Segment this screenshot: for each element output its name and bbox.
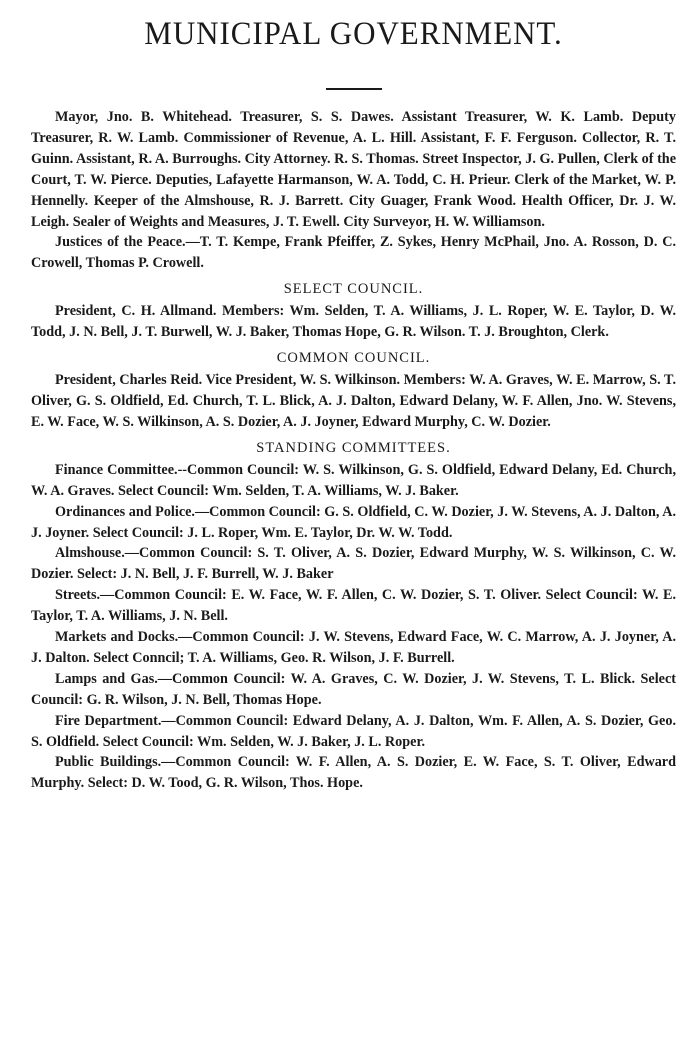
justices-paragraph: Justices of the Peace.—T. T. Kempe, Frank Pfeiffer, Z. Sykes, Henry McPhail, Jno. A. Rosson, D. C. Crowell, Thomas P. Crowell. [31,234,676,272]
document-body [31,107,676,794]
committee-finance: Finance Committee.--Common Council: W. S. Wilkinson, G. S. Oldfield, Edward Delany, Ed. Church, W. A. Graves. Select Council: Wm. Selden, T. A. Williams, W. J. Baker. [31,461,676,499]
page-title: MUNICIPAL GOVERNMENT. [144,16,563,52]
select-council-heading: SELECT COUNCIL. [283,281,424,298]
committee-lamps-gas: Lamps and Gas.—Common Council: W. A. Graves, C. W. Dozier, J. W. Stevens, T. L. Blick. Select Council: G. R. Wilson, J. N. Bell, Thomas Hope. [31,670,676,708]
select-council-paragraph: President, C. H. Allmand. Members: Wm. Selden, T. A. Williams, J. L. Roper, W. E. Taylor, D. W. Todd, J. N. Bell, J. T. Burwell, W. J. Baker, Thomas Hope, G. R. Wilson. T. J. Broughton, Clerk. [31,303,676,341]
common-council-paragraph: President, Charles Reid. Vice President, W. S. Wilkinson. Members: W. A. Graves, W. E. Marrow, S. T. Oliver, G. S. Oldfield, Ed. Church, T. L. Blick, A. J. Dalton, Edward Delany, W. F. Allen, Jno. W. Stevens, E. W. Face, W. S. Wilkinson, A. S. Dozier, A. J. Joyner, Edward Murphy, C. W. Dozier. [31,372,676,430]
committee-fire-department: Fire Department.—Common Council: Edward Delany, A. J. Dalton, Wm. F. Allen, A. S. Dozier, Geo. S. Oldfield. Select Council: Wm. Selden, W. J. Baker, J. L. Roper. [31,712,676,750]
committee-streets: Streets.—Common Council: E. W. Face, W. F. Allen, C. W. Dozier, S. T. Oliver. Select Council: W. E. Taylor, T. A. Williams, J. N. Bell. [31,587,676,625]
committee-markets-docks: Markets and Docks.—Common Council: J. W. Stevens, Edward Face, W. C. Marrow, A. J. Joyner, A. J. Dalton. Select Conncil; T. A. Williams, Geo. R. Wilson, J. F. Burrell. [31,629,676,666]
committee-public-buildings: Public Buildings.—Common Council: W. F. Allen, A. S. Dozier, E. W. Face, S. T. Oliver, Edward Murphy. Select: D. W. Tood, G. R. Wilson, Thos. Hope. [31,754,676,792]
committee-almshouse: Almshouse.—Common Council: S. T. Oliver, A. S. Dozier, Edward Murphy, W. S. Wilkinson, C. W. Dozier. Select: J. N. Bell, J. F. Burrell, W. J. Baker [31,545,676,583]
title-divider [326,88,382,90]
standing-committees-heading: STANDING COMMITTEES. [256,439,451,456]
committee-ordinances-police: Ordinances and Police.—Common Council: G. S. Oldfield, C. W. Dozier, J. W. Stevens, A. J. Dalton, A. J. Joyner. Select Council: J. L. Roper, Wm. E. Taylor, Dr. W. W. Todd. [31,503,676,541]
common-council-heading: COMMON COUNCIL. [276,350,431,367]
officers-paragraph: Mayor, Jno. B. Whitehead. Treasurer, S. S. Dawes. Assistant Treasurer, W. K. Lamb. Deputy Treasurer, R. W. Lamb. Commissioner of Revenue, A. L. Hill. Assistant, F. F. Ferguson. Collector, R. T. Guinn. Assistant, R. A. Burroughs. City Attorney. R. S. Thomas. Street Inspector, J. G. Pullen, Clerk of the Court, T. W. Pierce. Deputies, Lafayette Harmanson, W. A. Todd, C. H. Prieur. Clerk of the Market, W. P. Hennelly. Keeper of the Almshouse, R. J. Barrett. City Guager, Frank Wood. Health Officer, Dr. J. W. Leigh. Sealer of Weights and Measures, J. T. Ewell. City Surveyor, H. W. Williamson. [31,109,676,230]
